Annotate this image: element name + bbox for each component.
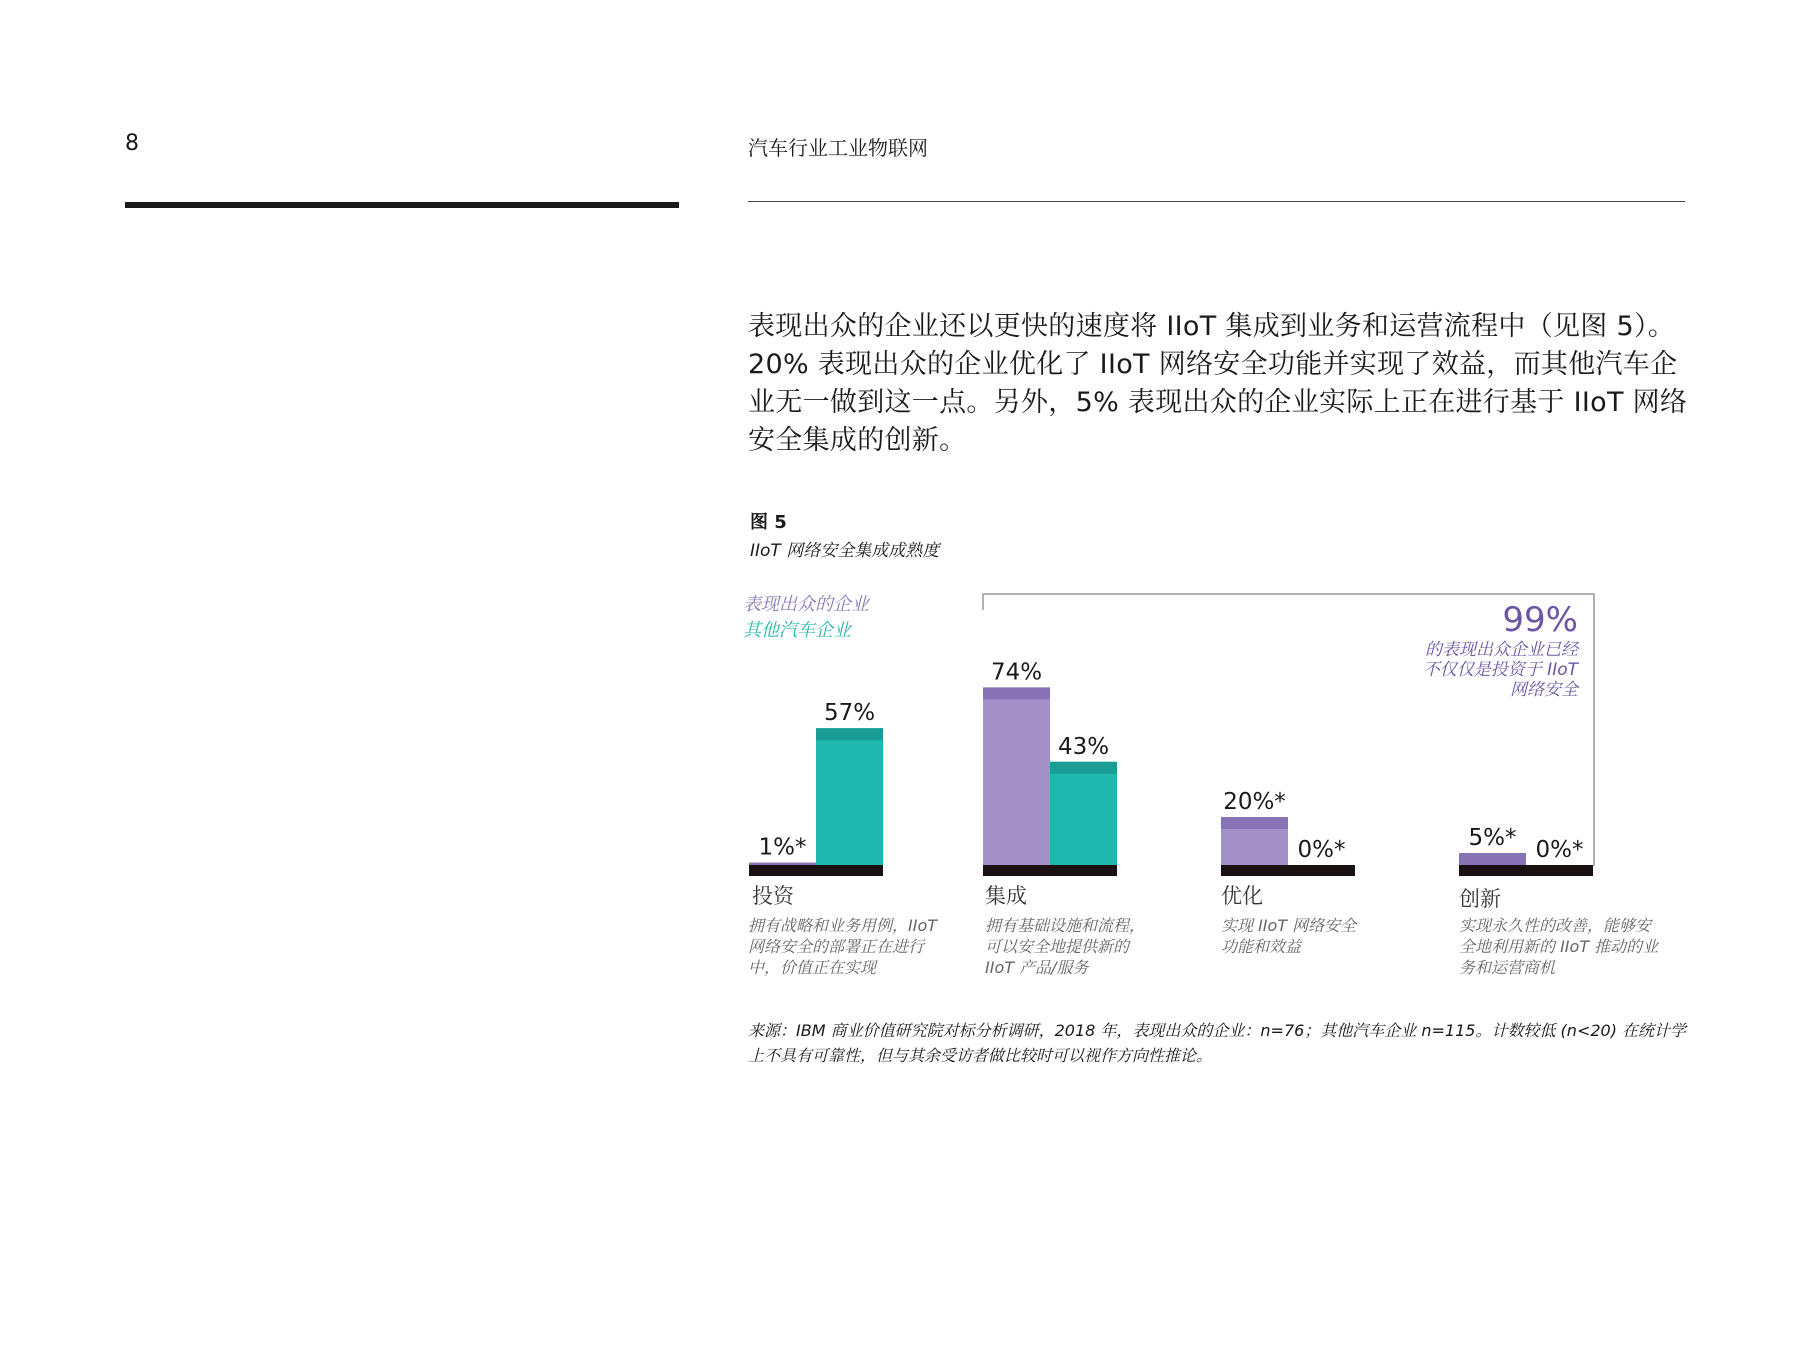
baseline-integrate (983, 865, 1117, 876)
bar-cap-innovate-s0 (1459, 853, 1526, 865)
category-title-integrate: 集成 (985, 884, 1027, 908)
bar-invest-s1 (816, 728, 883, 865)
category-title-optimize: 优化 (1221, 884, 1263, 908)
legend-other-automakers: 其他汽车企业 (743, 620, 851, 641)
data-label-integrate-s1: 43% (1057, 733, 1110, 760)
baseline-optimize (1221, 865, 1355, 876)
data-label-optimize-s0: 20%* (1223, 789, 1286, 815)
category-desc-optimize: 实现 IIoT 网络安全功能和效益 (1221, 916, 1357, 956)
data-label-innovate-s0: 5%* (1468, 825, 1517, 851)
bar-cap-invest-s0 (749, 863, 816, 865)
bar-cap-integrate-s1 (1050, 762, 1117, 774)
data-label-invest-s0: 1%* (758, 834, 807, 861)
category-title-invest: 投资 (752, 884, 794, 908)
body-paragraph: 表现出众的企业还以更快的速度将 IIoT 集成到业务和运营流程中（见图 5）。20% 表现出众的企业优化了 IIoT 网络安全功能并实现了效益，而其他汽车企业无一做到这一点。另外，5% 表现出众的企业实际上正在进行基于 IIoT 网络安全集成的创新。 (748, 311, 1688, 456)
bar-cap-integrate-s0 (983, 687, 1050, 699)
running-title: 汽车行业工业物联网 (748, 136, 928, 160)
bar-cap-optimize-s0 (1221, 817, 1288, 829)
category-desc-innovate: 实现永久性的改善，能够安全地利用新的 IIoT 推动的业务和运营商机 (1459, 916, 1659, 977)
data-label-optimize-s1: 0%* (1297, 837, 1346, 863)
category-title-innovate: 创新 (1459, 887, 1501, 911)
page-number: 8 (125, 131, 139, 156)
bar-cap-invest-s1 (816, 728, 883, 740)
bar-integrate-s0 (983, 687, 1050, 865)
legend-top-performers: 表现出众的企业 (743, 594, 869, 615)
category-desc-integrate: 拥有基础设施和流程，可以安全地提供新的 IIoT 产品/服务 (985, 916, 1146, 977)
category-desc-invest: 拥有战略和业务用例，IIoT 网络安全的部署正在进行中，价值正在实现 (748, 916, 938, 977)
data-label-invest-s1: 57% (823, 700, 876, 727)
data-label-innovate-s1: 0%* (1535, 837, 1584, 863)
data-label-integrate-s0: 74% (990, 659, 1043, 686)
figure-caption: IIoT 网络安全集成成熟度 (750, 541, 940, 561)
source-note: 来源：IBM 商业价值研究院对标分析调研，2018 年，表现出众的企业：n=76；其他汽车企业 n=115。计数较低 (n<20) 在统计学上不具有可靠性，但与其余受访者做比较时可以视作方向性推论。 (748, 1021, 1687, 1065)
baseline-invest (749, 865, 883, 876)
figure-label: 图 5 (750, 512, 787, 533)
callout-text: 的表现出众企业已经不仅仅是投资于 IIoT 网络安全 (1422, 640, 1578, 700)
bar-integrate-s1 (1050, 762, 1117, 865)
callout-value: 99% (1502, 600, 1578, 640)
baseline-innovate (1459, 865, 1593, 876)
